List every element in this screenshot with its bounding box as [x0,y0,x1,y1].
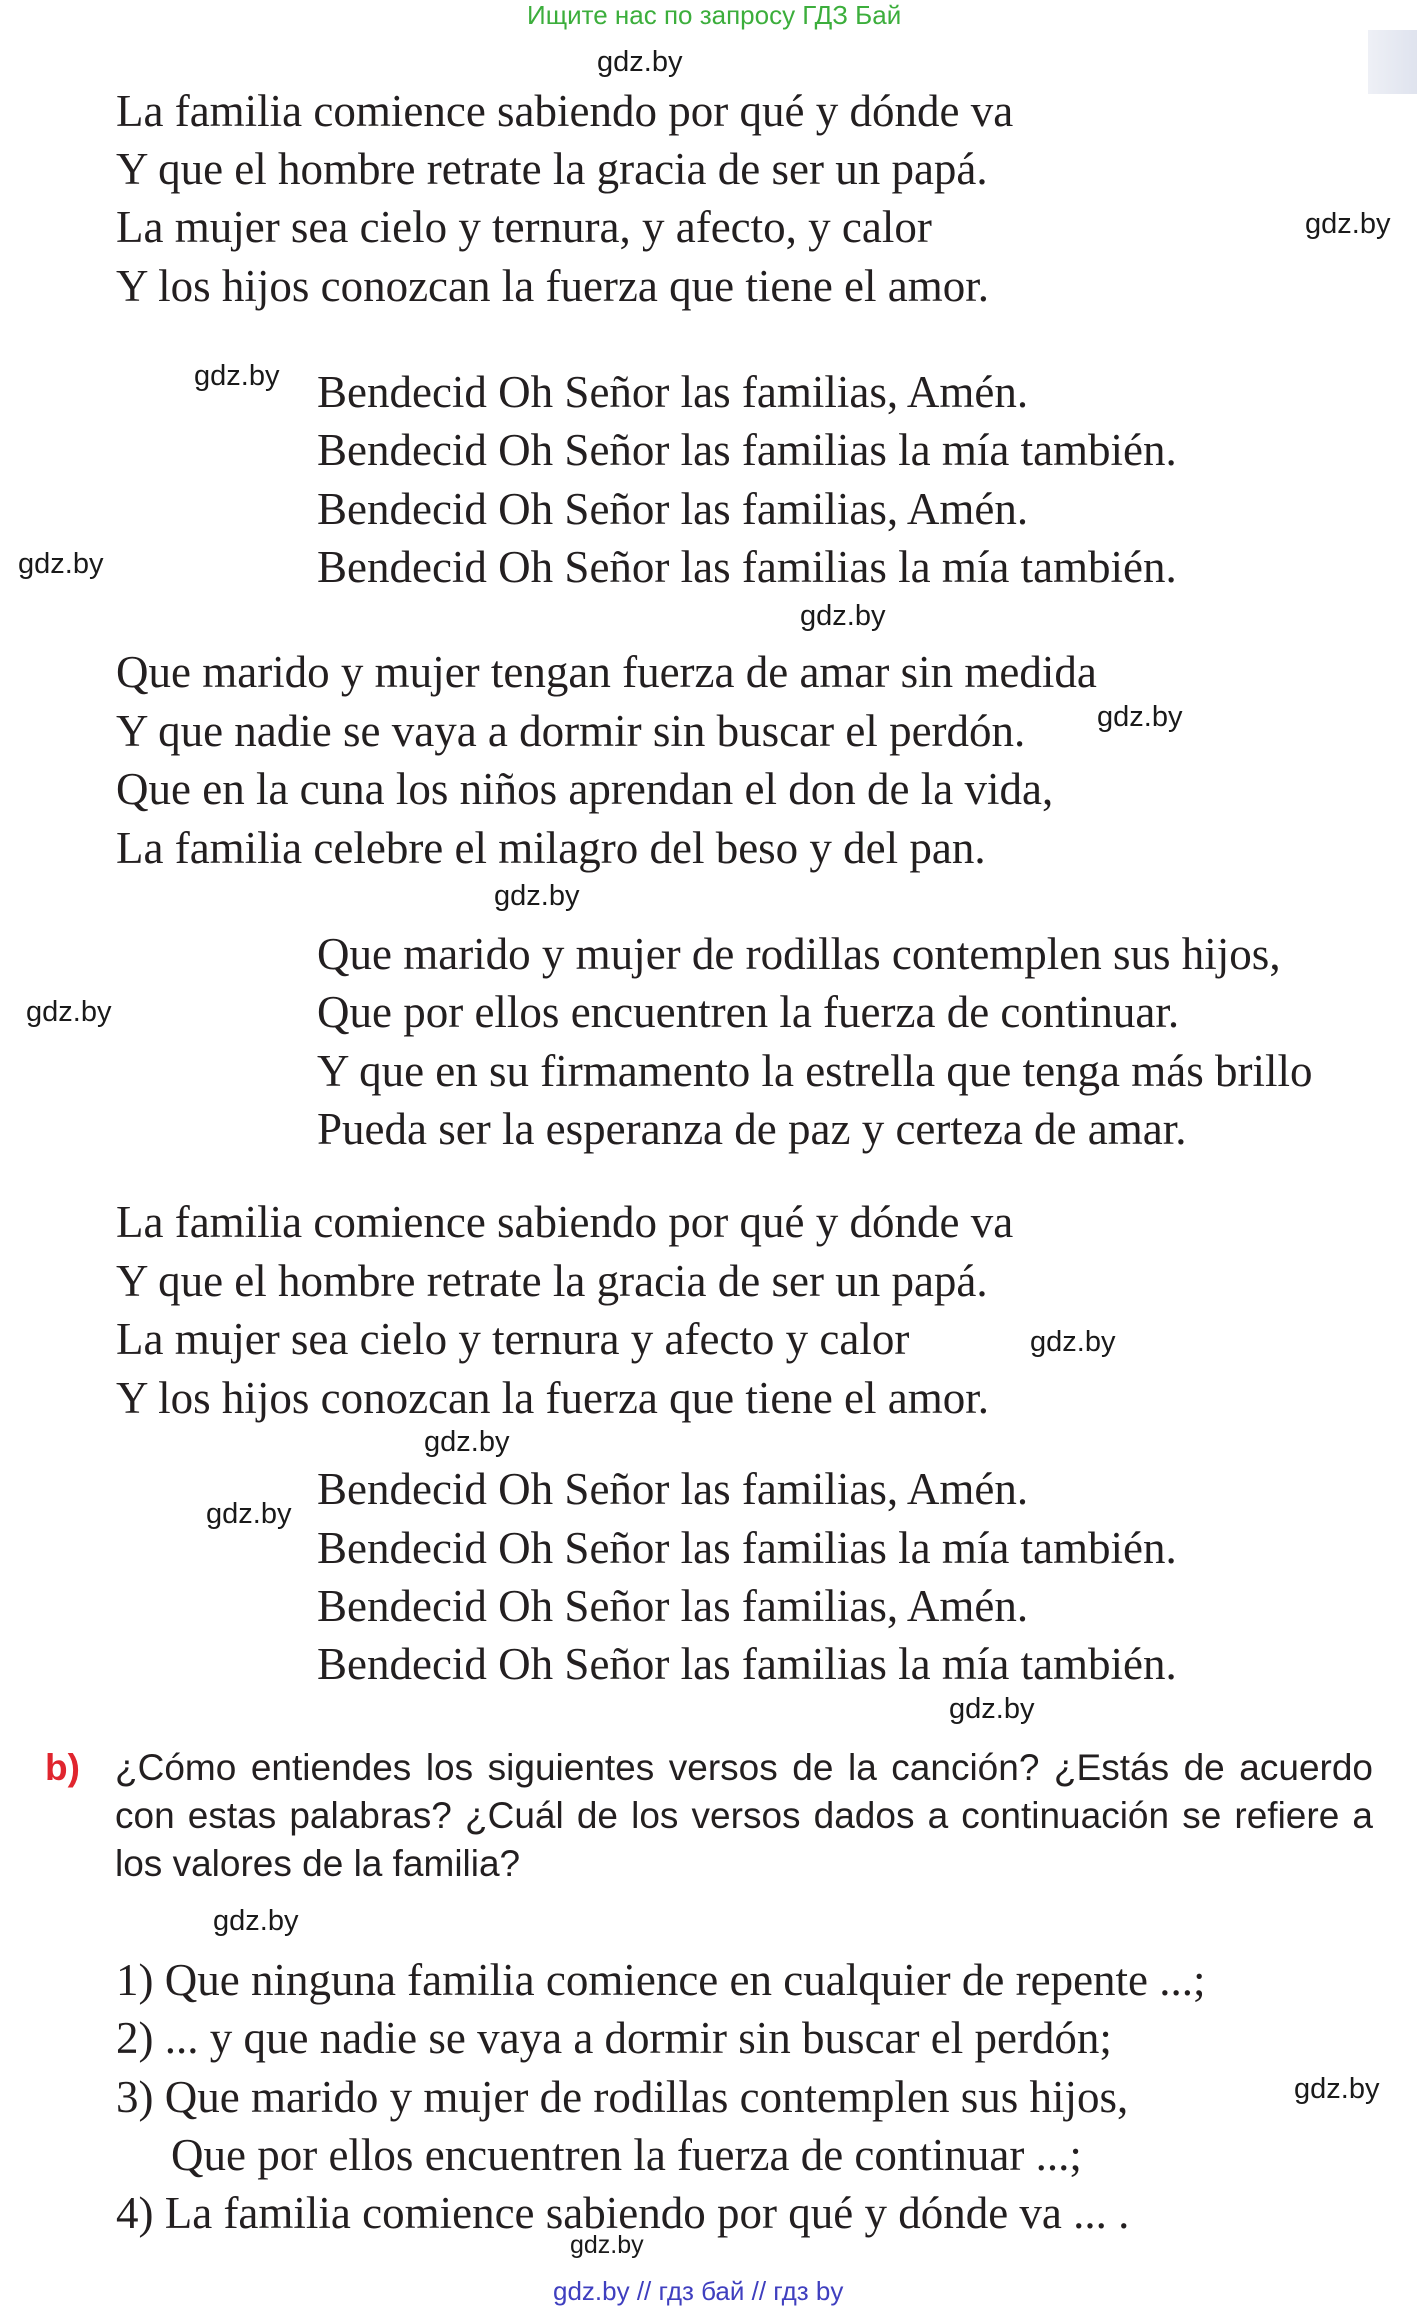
stanza2-line: Y que nadie se vaya a dormir sin buscar el perdón. [116,706,1026,756]
watermark: gdz.by [18,548,104,580]
stanza4-line: Y los hijos conozcan la fuerza que tiene el amor. [116,1373,989,1423]
stanza3-line: Que marido y mujer de rodillas contemplen sus hijos, [317,929,1281,979]
question-label: b) [45,1747,80,1788]
stanza2-line: La familia celebre el milagro del beso y del pan. [116,823,986,873]
chorus2-line: Bendecid Oh Señor las familias la mía también. [317,1639,1177,1689]
stanza3-line: Y que en su firmamento la estrella que tenga más brillo [317,1046,1313,1096]
watermark: gdz.by [949,1693,1035,1725]
stanza1-line: La mujer sea cielo y ternura, y afecto, y calor [116,202,932,252]
watermark: gdz.by [194,360,280,392]
answer-item: 2) ... y que nadie se vaya a dormir sin buscar el perdón; [116,2013,1112,2063]
watermark: gdz.by [800,600,886,632]
top-banner[interactable]: Ищите нас по запросу ГДЗ Бай [527,0,902,30]
watermark: gdz.by [213,1905,299,1937]
watermark: gdz.by [494,880,580,912]
watermark: gdz.by [570,2231,644,2259]
stanza2-line: Que en la cuna los niños aprendan el don de la vida, [116,764,1054,814]
stanza4-line: Y que el hombre retrate la gracia de ser un papá. [116,1256,988,1306]
watermark: gdz.by [1305,208,1391,240]
watermark: gdz.by [597,46,683,78]
answer-item: 1) Que ninguna familia comience en cualquier de repente ...; [116,1955,1206,2005]
watermark: gdz.by [1030,1326,1116,1358]
chorus2-line: Bendecid Oh Señor las familias, Amén. [317,1581,1029,1631]
stanza1-line: Y los hijos conozcan la fuerza que tiene el amor. [116,261,989,311]
page-tab [1368,30,1417,94]
bottom-banner[interactable]: gdz.by // гдз бай // гдз by [553,2276,844,2306]
watermark: gdz.by [424,1426,510,1458]
watermark: gdz.by [1097,701,1183,733]
chorus2-line: Bendecid Oh Señor las familias, Amén. [317,1464,1029,1514]
stanza4-line: La familia comience sabiendo por qué y dónde va [116,1197,1014,1247]
stanza4-line: La mujer sea cielo y ternura y afecto y calor [116,1314,910,1364]
chorus1-line: Bendecid Oh Señor las familias, Amén. [317,484,1029,534]
answer-item: Que por ellos encuentren la fuerza de continuar ...; [171,2130,1082,2180]
watermark: gdz.by [26,996,112,1028]
chorus1-line: Bendecid Oh Señor las familias la mía también. [317,425,1177,475]
chorus2-line: Bendecid Oh Señor las familias la mía también. [317,1523,1177,1573]
stanza3-line: Pueda ser la esperanza de paz y certeza de amar. [317,1104,1187,1154]
chorus1-line: Bendecid Oh Señor las familias la mía también. [317,542,1177,592]
answer-item: 3) Que marido y mujer de rodillas contemplen sus hijos, [116,2072,1129,2122]
stanza1-line: La familia comience sabiendo por qué y dónde va [116,86,1014,136]
stanza2-line: Que marido y mujer tengan fuerza de amar sin medida [116,647,1097,697]
question-text: ¿Cómo entiendes los siguientes versos de la canción? ¿Estás de acuerdo con estas palabras? ¿Cuál de los versos dados a continuación se refiere a los valores de la familia? [115,1747,1373,1884]
answer-item: 4) La familia comience sabiendo por qué y dónde va ... . [116,2188,1130,2238]
chorus1-line: Bendecid Oh Señor las familias, Amén. [317,367,1029,417]
stanza3-line: Que por ellos encuentren la fuerza de continuar. [317,987,1180,1037]
stanza1-line: Y que el hombre retrate la gracia de ser un papá. [116,144,988,194]
watermark: gdz.by [206,1498,292,1530]
watermark: gdz.by [1294,2073,1380,2105]
